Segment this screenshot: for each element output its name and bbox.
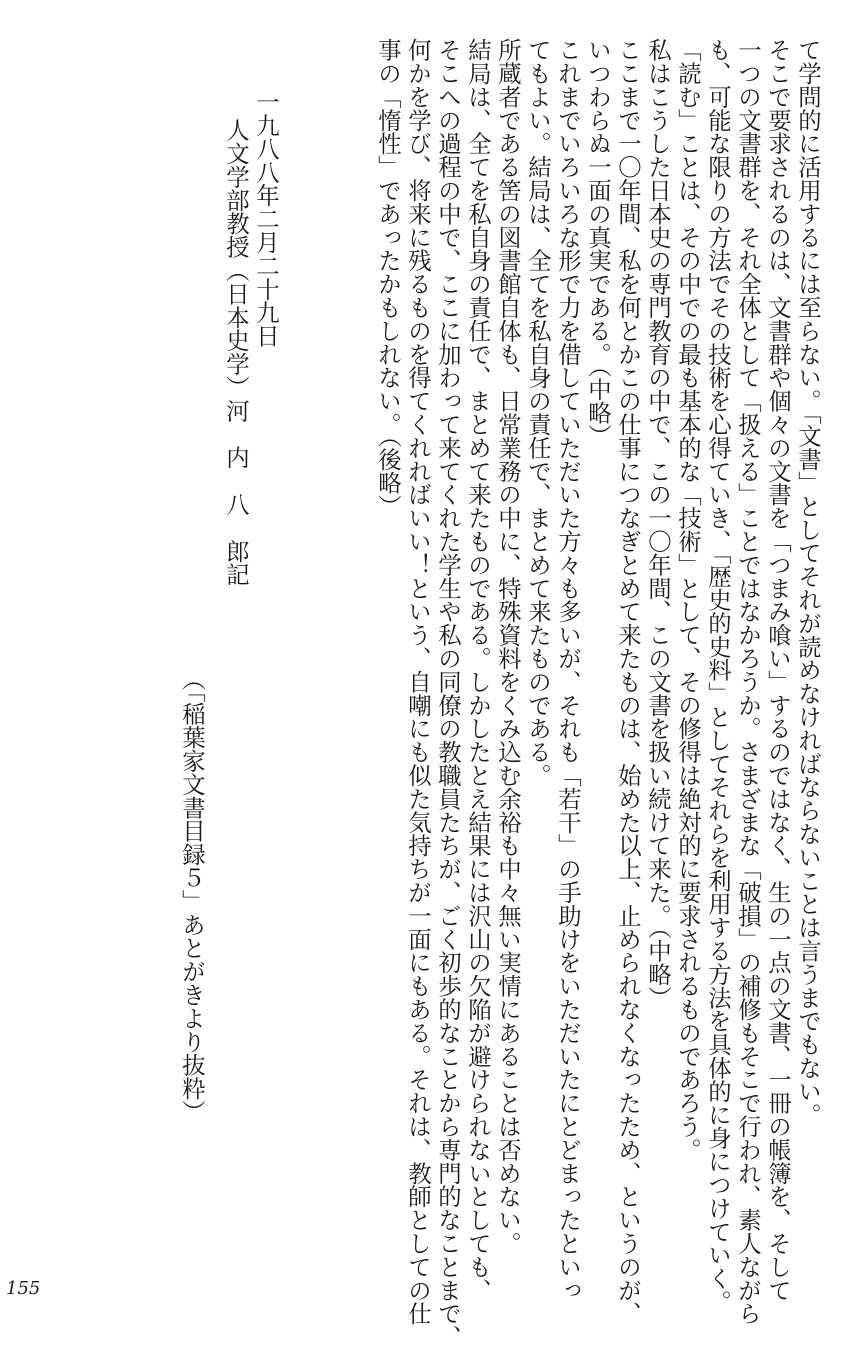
text-column: 「読む」ことは、その中での最も基本的な「技術」として、その修得は絶対的に要求されるものであろう。 — [674, 38, 702, 1162]
text-column: ここまで一〇年間、私を何とかこの仕事につなぎとめて来たものは、始めた以上、止められなくなったため、というのが、 — [614, 38, 642, 1325]
text-column: てもよい。結局は、全てを私自身の責任で、まとめて来たものである。 — [524, 38, 552, 787]
text-column: いつわらぬ一面の真実である。（中略） — [584, 38, 612, 448]
date-line: 一九八八年二月二十九日 — [252, 90, 280, 348]
text-column: 結局は、全てを私自身の責任で、まとめて来たものである。しかしたとえ結果には沢山の欠陥が避けられないとしても、 — [464, 38, 492, 1302]
text-column: 私はこうした日本史の専門教育の中で、この一〇年間、この文書を扱い続けて来た。（中略） — [644, 38, 672, 1010]
text-column: 所蔵者である筈の図書館自体も、日常業務の中に、特殊資料をくみ込む余裕も中々無い実情にあることは否めない。 — [494, 38, 522, 1255]
signature-line: 人文学部教授（日本史学）河 内 八 郎記 — [222, 118, 250, 586]
text-column: そこで要求されるのは、文書群や個々の文書を「つまみ喰い」するのではなく、生の一点の文書、一冊の帳簿を、そして — [764, 38, 792, 1302]
text-column: 事の「惰性」であったかもしれない。（後略） — [374, 38, 402, 518]
source-citation: （「稲葉家文書目録５」あとがきより抜粋） — [178, 667, 206, 1124]
text-column: 何かを学び、将来に残るものを得てくれればいい！という、自嘲にも似た気持ちが一面にもある。それは、教師としての仕 — [404, 38, 432, 1325]
text-column: も、可能な限りの方法でその技術を心得ていき、「歴史的史料」としてそれらを利用する方法を具体的に身につけていく。 — [704, 38, 732, 1314]
text-column: そこへの過程の中で、ここに加わって来てくれた学生や私の同僚の教職員たちが、ごく初歩的なことから専門的なことまで、 — [434, 38, 462, 1348]
text-column: 一つの文書群を、それ全体として「扱える」ことではなかろうか。さまざまな「破損」の補修もそこで行われ、素人ながら — [734, 38, 762, 1325]
text-column: これまでいろいろな形で力を借していただいた方々も多いが、それも「若干」の手助けをいただいたにとどまったといっ — [554, 38, 582, 1302]
page-number: 155 — [6, 1278, 41, 1299]
text-column: て学問的に活用するには至らない。「文書」としてそれが読めなければならないことは言うまでもない。 — [794, 38, 822, 1127]
